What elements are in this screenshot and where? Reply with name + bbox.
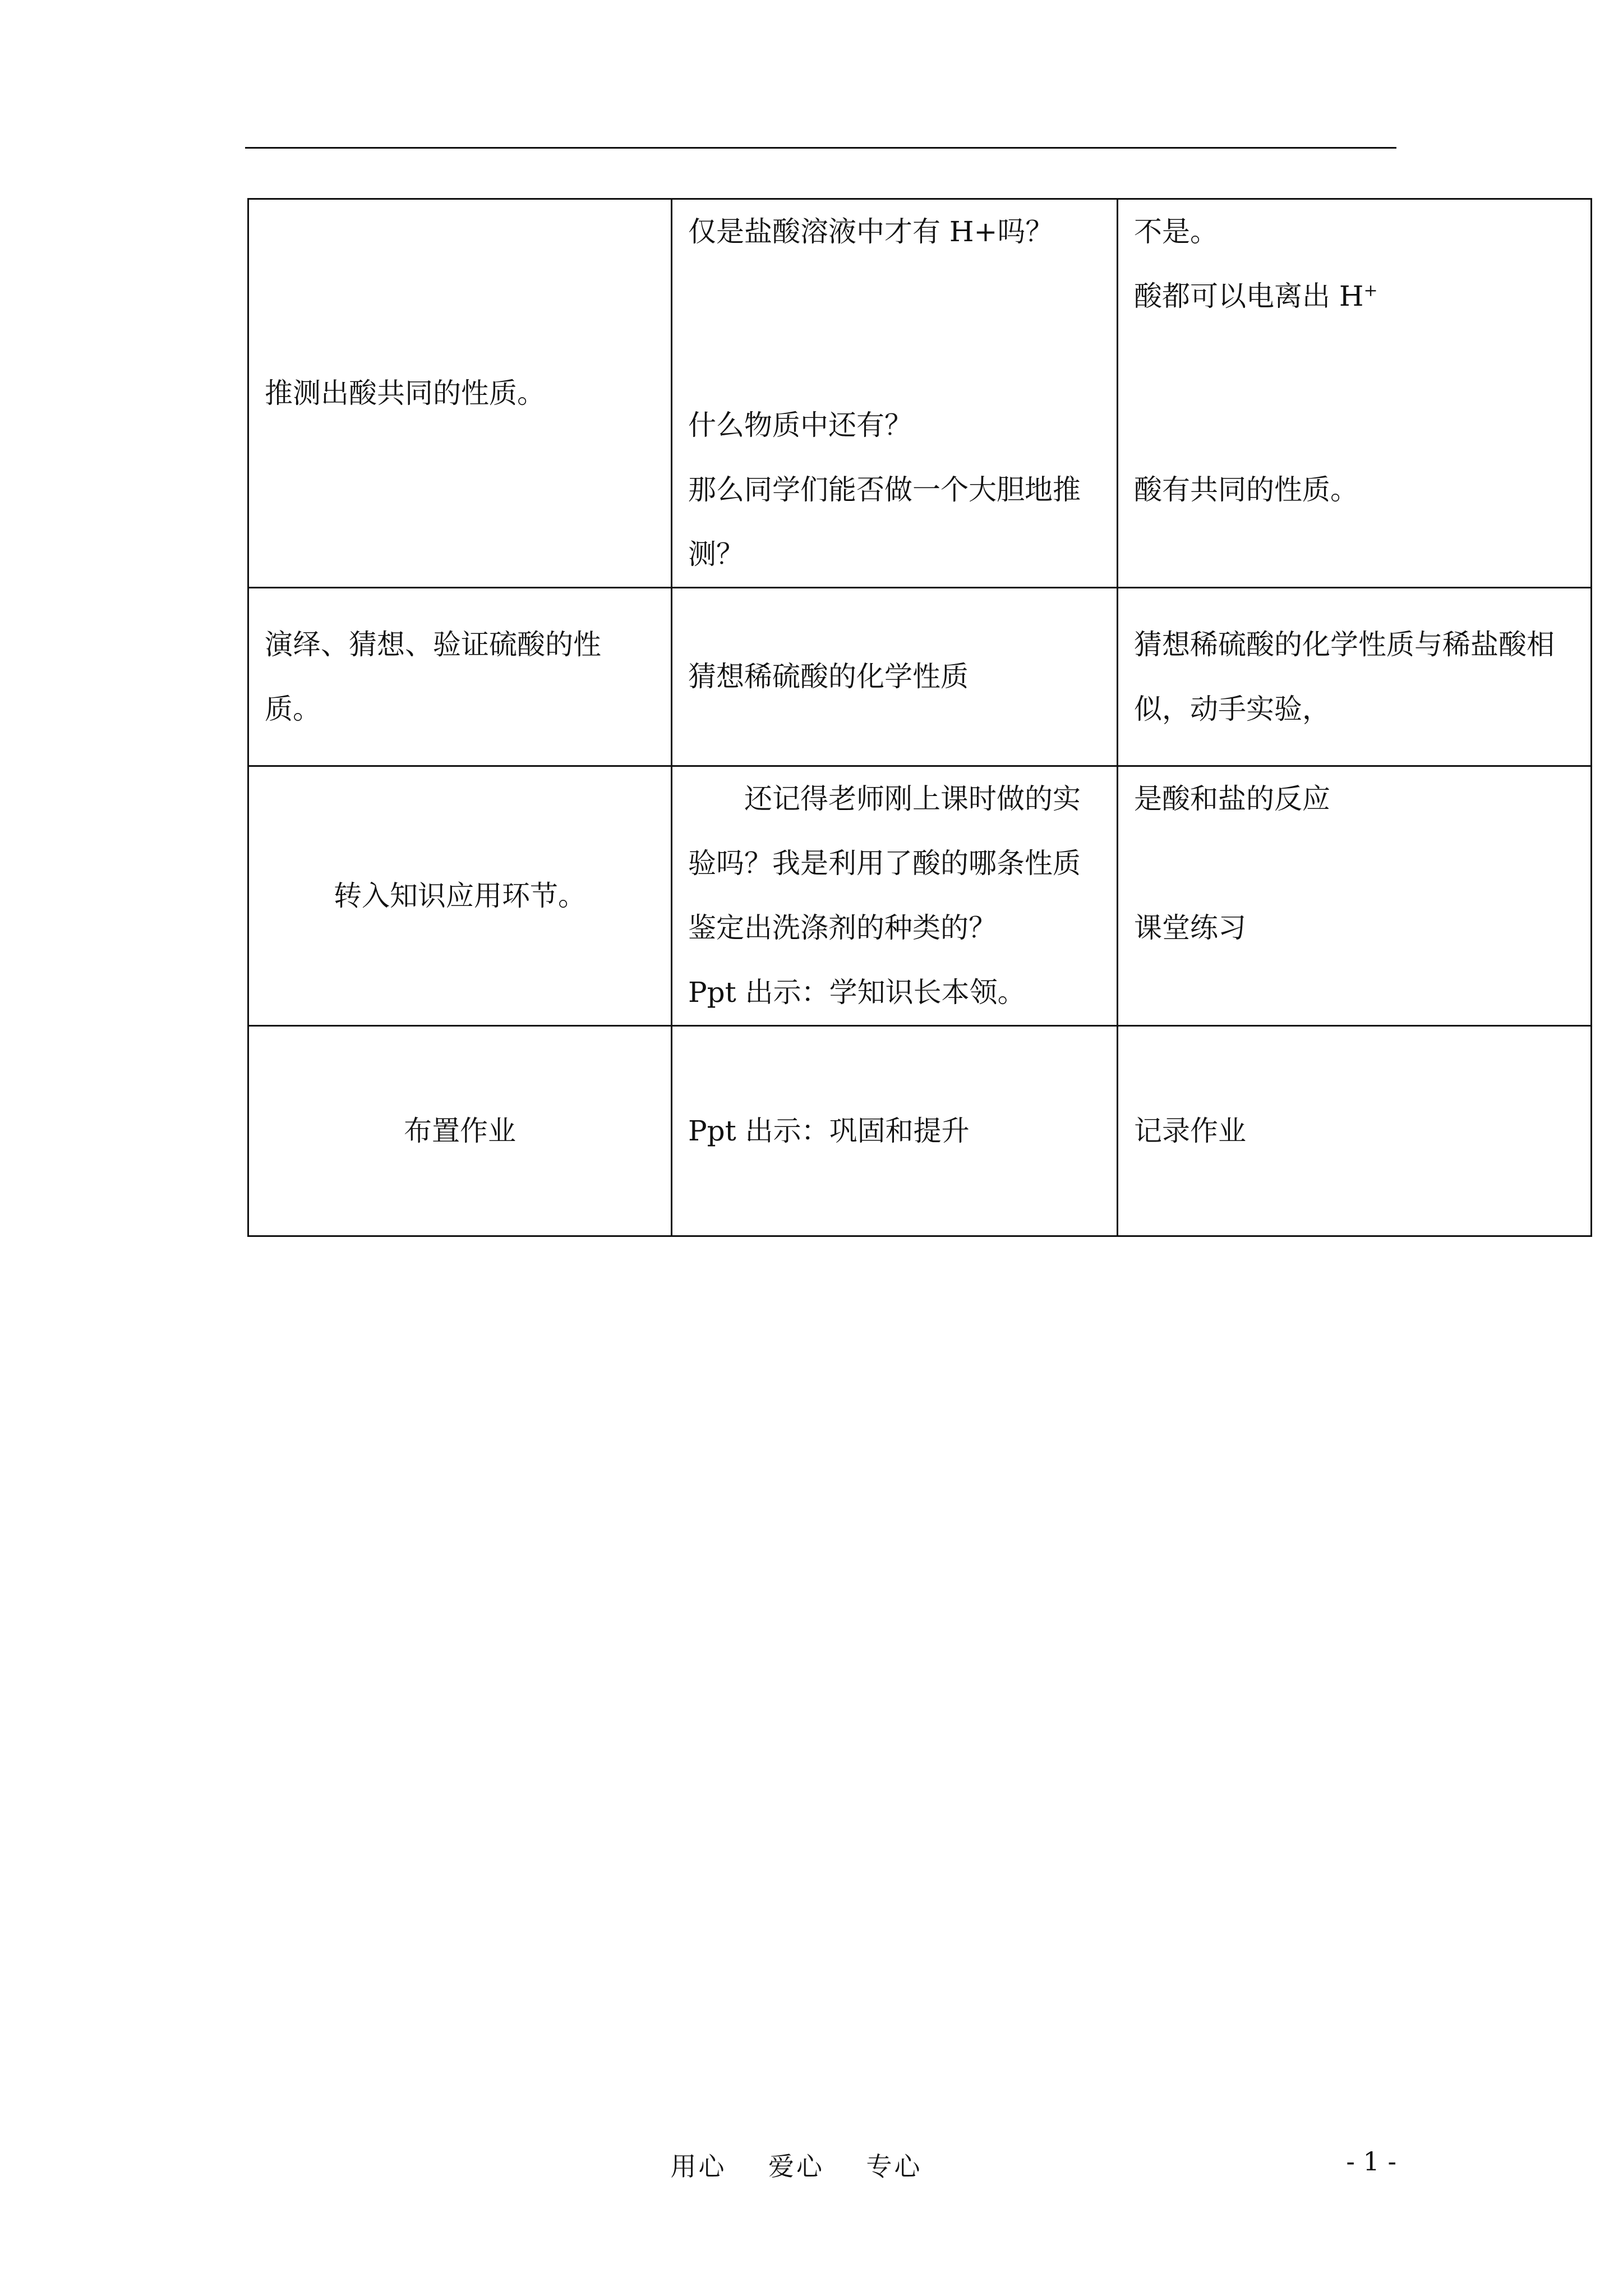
student-activity-cell: 猜想稀硫酸的化学性质与稀盐酸相似，动手实验， bbox=[1118, 588, 1592, 766]
student-activity-cell: 记录作业 bbox=[1118, 1026, 1592, 1236]
teacher-text: Ppt 出示：学知识长本领。 bbox=[688, 976, 1026, 1009]
lesson-plan-table bbox=[247, 198, 1592, 1237]
teacher-activity-cell: 猜想稀硫酸的化学性质 bbox=[672, 588, 1118, 766]
superscript-plus: + bbox=[1363, 280, 1378, 301]
student-text: 酸有共同的性质。 bbox=[1134, 473, 1358, 506]
student-text: 课堂练习 bbox=[1134, 912, 1246, 944]
step-cell: 布置作业 bbox=[248, 1026, 672, 1236]
teacher-activity-cell: Ppt 出示：巩固和提升 bbox=[672, 1026, 1118, 1236]
teacher-activity-cell bbox=[672, 766, 1118, 1026]
table-row bbox=[248, 588, 1592, 766]
student-activity-cell bbox=[1118, 766, 1592, 1026]
page-number: - 1 - bbox=[1346, 2146, 1396, 2177]
teacher-text: 仅是盐酸溶液中才有 H+吗？ bbox=[688, 215, 1054, 248]
student-text-main: 酸都可以电离出 H bbox=[1134, 280, 1364, 312]
table-row bbox=[248, 766, 1592, 1026]
table-row bbox=[248, 199, 1592, 588]
student-text bbox=[1134, 264, 1575, 329]
teacher-text: 还记得老师刚上课时做的实验吗？我是利用了酸的哪条性质鉴定出洗涤剂的种类的？ bbox=[688, 783, 1081, 944]
footer-motto: 用心 爱心 专心 bbox=[670, 2151, 923, 2182]
table-row bbox=[248, 1026, 1592, 1236]
step-cell: 演绎、猜想、验证硫酸的性质。 bbox=[248, 588, 672, 766]
teacher-activity-cell bbox=[672, 199, 1118, 588]
student-activity-cell bbox=[1118, 199, 1592, 588]
student-text: 是酸和盐的反应 bbox=[1134, 783, 1330, 815]
step-cell: 推测出酸共同的性质。 bbox=[248, 199, 672, 588]
header-rule bbox=[245, 147, 1396, 149]
teacher-text: 什么物质中还有？ bbox=[688, 409, 912, 441]
step-cell: 转入知识应用环节。 bbox=[248, 766, 672, 1026]
student-text: 不是。 bbox=[1134, 215, 1218, 248]
teacher-text: 那么同学们能否做一个大胆地推测？ bbox=[688, 473, 1081, 570]
